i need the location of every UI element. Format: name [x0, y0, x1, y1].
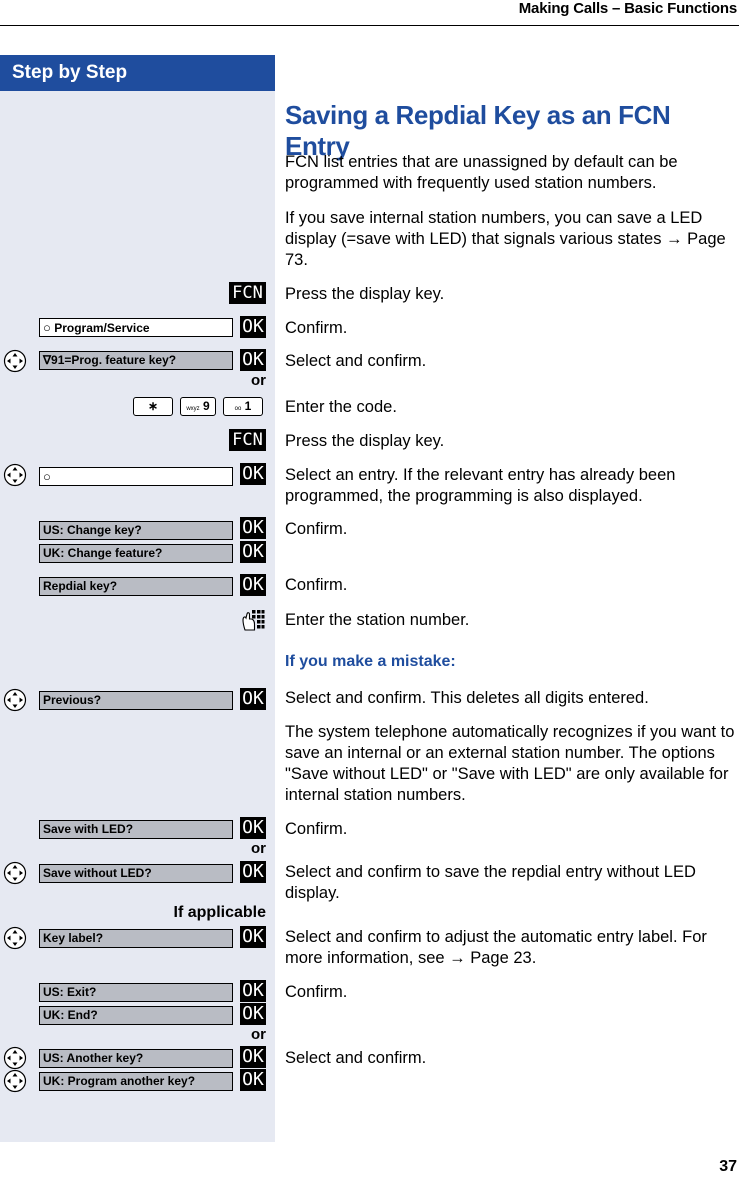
section-title: Saving a Repdial Key as an FCN Entry: [285, 100, 671, 161]
ok-key: OK: [240, 1069, 266, 1091]
display-uk-change-feature: UK: Change feature?: [39, 544, 233, 563]
fcn-key: FCN: [229, 429, 266, 451]
step-text: Confirm.: [285, 576, 348, 594]
or-label: or: [251, 1026, 266, 1043]
header-rule: [0, 25, 739, 26]
step-text: Confirm.: [285, 520, 348, 538]
intro-paragraph: If you save internal station numbers, you can save a LED display (=save with LED) that signals various states → Page 73.: [285, 209, 726, 269]
sidebar-title: Step by Step: [0, 55, 275, 91]
or-label: or: [251, 372, 266, 389]
navigation-key-icon: [3, 926, 27, 950]
step-text: Select and confirm to adjust the automatic entry label. For more information, see → Page 23.: [285, 928, 707, 967]
step-text: Confirm.: [285, 820, 348, 838]
info-paragraph: The system telephone automatically recognizes if you want to save an internal or an external station number. The options "Save without LED" or "Save with LED" are only available for internal station numbers.: [285, 723, 735, 804]
step-text: Enter the station number.: [285, 611, 470, 629]
display-prog-feature-key: ∇91=Prog. feature key?: [39, 351, 233, 370]
running-header: Making Calls – Basic Functions: [518, 0, 737, 17]
step-text: Press the display key.: [285, 285, 445, 303]
display-uk-end: UK: End?: [39, 1006, 233, 1025]
step-text: Press the display key.: [285, 432, 445, 450]
mistake-heading: If you make a mistake:: [285, 653, 456, 670]
display-previous: Previous?: [39, 691, 233, 710]
ok-key: OK: [240, 463, 266, 485]
ok-key: OK: [240, 517, 266, 539]
display-uk-program-another-key: UK: Program another key?: [39, 1072, 233, 1091]
display-us-another-key: US: Another key?: [39, 1049, 233, 1068]
page-number: 37: [719, 1158, 737, 1175]
display-us-change-key: US: Change key?: [39, 521, 233, 540]
display-save-with-led: Save with LED?: [39, 820, 233, 839]
navigation-key-icon: [3, 463, 27, 487]
step-text: Select and confirm. This deletes all digits entered.: [285, 689, 649, 707]
step-text: Confirm.: [285, 319, 348, 337]
display-program-service: ○ Program/Service: [39, 318, 233, 337]
ok-key: OK: [240, 861, 266, 883]
display-repdial-key: Repdial key?: [39, 577, 233, 596]
step-text: Enter the code.: [285, 398, 397, 416]
ok-key: OK: [240, 980, 266, 1002]
ok-key: OK: [240, 1003, 266, 1025]
radio-circle-icon: ○: [43, 320, 51, 335]
step-text: Select an entry. If the relevant entry has already been programmed, the programming is also displayed.: [285, 466, 676, 505]
display-blank-entry: [39, 467, 233, 486]
display-key-label: Key label?: [39, 929, 233, 948]
navigation-key-icon: [3, 1046, 27, 1070]
ok-key: OK: [240, 541, 266, 563]
nine-key-icon: wxyz 9: [180, 397, 216, 416]
one-key-icon: oo 1: [223, 397, 263, 416]
ok-key: OK: [240, 349, 266, 371]
fcn-key: FCN: [229, 282, 266, 304]
or-label: or: [251, 840, 266, 857]
ok-key: OK: [240, 688, 266, 710]
step-text: Select and confirm.: [285, 352, 427, 370]
navigation-key-icon: [3, 349, 27, 373]
step-text: Select and confirm to save the repdial entry without LED display.: [285, 863, 696, 902]
navigation-key-icon: [3, 688, 27, 712]
keypad-hand-icon: [241, 608, 265, 632]
navigation-key-icon: [3, 1069, 27, 1093]
step-text: Select and confirm.: [285, 1049, 427, 1067]
step-sidebar: [0, 55, 275, 1142]
if-applicable-label: If applicable: [173, 904, 266, 921]
radio-circle-icon: ○: [43, 469, 51, 484]
star-key-icon: ∗: [133, 397, 173, 416]
ok-key: OK: [240, 1046, 266, 1068]
ok-key: OK: [240, 926, 266, 948]
ok-key: OK: [240, 316, 266, 338]
intro-paragraph: FCN list entries that are unassigned by default can be programmed with frequently used station numbers.: [285, 153, 678, 192]
display-us-exit: US: Exit?: [39, 983, 233, 1002]
navigation-key-icon: [3, 861, 27, 885]
step-text: Confirm.: [285, 983, 348, 1001]
display-save-without-led: Save without LED?: [39, 864, 233, 883]
ok-key: OK: [240, 817, 266, 839]
ok-key: OK: [240, 574, 266, 596]
